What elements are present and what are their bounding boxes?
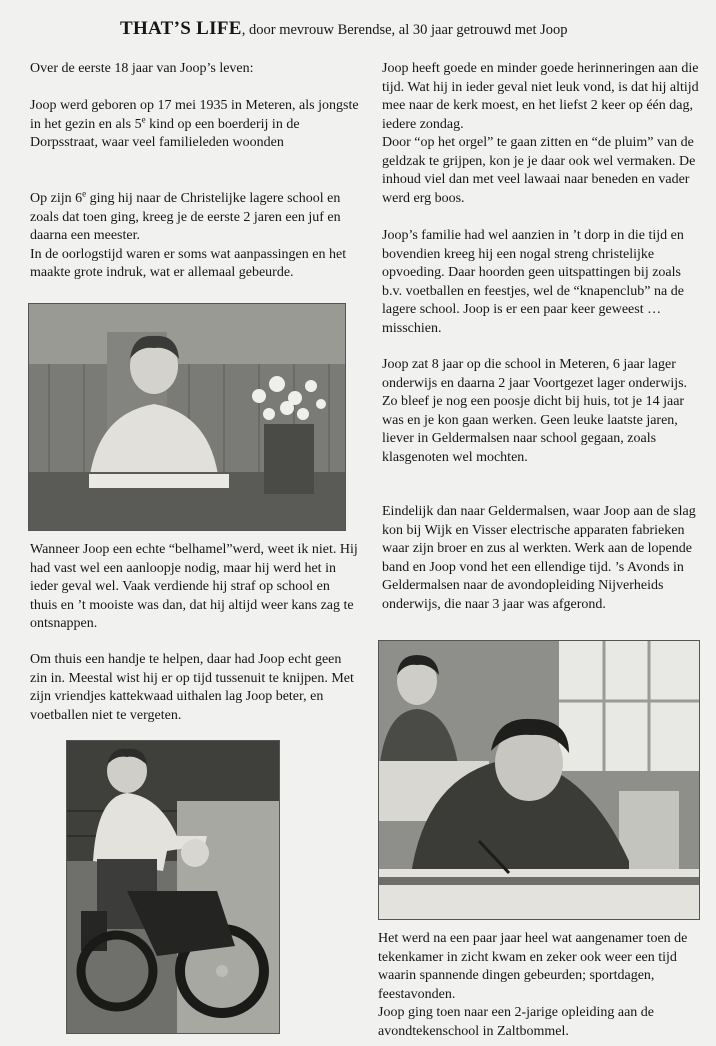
photo-boy-at-desk-image [29,304,345,530]
paragraph-schooling: Joop zat 8 jaar op die school in Meteren, 6 jaar lager onderwijs en daarna 2 jaar Voortgezet lager onderwijs. Zo bleef je nog een poosje dicht bij huis, tot je 14 jaar was en je kon gaan werken. Geen leuke laatste jaren, liever in Geldermalsen naar school gegaan, zoals klasgenoten wel mochten. [382,357,688,465]
paragraph-evening-school: Joop ging toen naar een 2-jarige opleiding aan de avondtekenschool in Zaltbommel. [378,1005,655,1039]
paragraph-organ: Door “op het orgel” te gaan zitten en “de pluim” van de geldzak te grijpen, kon je je daar ook wel vermaken. De inhoud viel dan met veel lawaai naar beneden en vader werd erg boos. [382,135,696,206]
paragraph-school: Op zijn 6e ging hij naar de Christelijke lagere school en zoals dat toen ging, kreeg je de eerste 2 jaren een juf en daarna een meester. In de oorlogstijd waren er soms wat aanpassingen en het maakte grote indruk, wat er allemaal gebeurde. [30,190,360,283]
photo-boy-on-motorcycle-image [67,741,279,1033]
photo-boy-at-desk [28,303,346,531]
photo-boy-on-motorcycle [66,740,280,1034]
left-heading: Over de eerste 18 jaar van Joop’s leven: [30,61,254,76]
paragraph-geldermalsen: Eindelijk dan naar Geldermalsen, waar Joop aan de slag kon bij Wijk en Visser electrische apparaten fabrieken waar zijn broer en zus al werkten. Werk aan de lopende band en Joop vond het een ellendige tijd. ’s Avonds in Geldermalsen naar de avondopleiding Nijverheids onderwijs, die naar 3 jaar was afgerond. [382,504,696,612]
paragraph-belhamel: Wanneer Joop een echte “belhamel”werd, weet ik niet. Hij had vast wel een aanloopje nodig, maar hij werd het in ieder geval wel. Vaak verdiende hij straf op school en thuis en ’t mooiste was dan, dat hij altijd weer kans zag te ontsnappen. [30,542,358,631]
paragraph-family: Joop’s familie had wel aanzien in ’t dorp in die tijd en bovendien kreeg hij een nogal streng christelijke opvoeding. Daar hoorden geen uitspattingen bij zoals b.v. voetballen en feestjes, wel de “knapenclub” na de lagere school. Joop is er een paar keer geweest … misschien. [382,228,684,336]
paragraph-war: In de oorlogstijd waren er soms wat aanpassingen en het maakte grote indruk, wat er allemaal gebeurde. [30,246,347,280]
paragraph-memories: Joop heeft goede en minder goede herinneringen aan die tijd. Wat hij in ieder geval niet leuk vond, is dat hij altijd mee naar de kerk moest, en het liefst 2 keer op één dag, iedere zondag. Door “op het orgel” te gaan zitten en “de pluim” van de geldzak te grijpen, kon je je daar ook wel vermaken. De inhoud viel dan met veel lawaai naar beneden en vader werd erg boos. [382,60,704,208]
page-subtitle: , door mevrouw Berendse, al 30 jaar getrouwd met Joop [241,22,568,38]
paragraph-helping: Om thuis een handje te helpen, daar had Joop echt geen zin in. Meestal wist hij er op tijd tussenuit te knijpen. Met zijn vriendjes kattekwaad uithalen lag Joop beter, en voetballen niet te vergeten. [30,652,354,723]
page-title: THAT’S LIFE [120,18,242,39]
paragraph-drawing-room: Het werd na een paar jaar heel wat aangenamer toen de tekenkamer in zicht kwam en zeker ook weer een tijd waarin spannende dingen gebeurden; sportdagen, feestavonden. Joop ging toen naar een 2-jarige opleiding aan de avondtekenschool in Zaltbommel. [378,930,706,1041]
photo-drafting-room [378,640,700,920]
page-header [120,18,568,40]
photo-drafting-room-image [379,641,699,919]
paragraph-birth: Joop werd geboren op 17 mei 1935 in Meteren, als jongste in het gezin en als 5e kind op een boerderij in de Dorpsstraat, waar veel familieleden woonden [30,98,359,150]
